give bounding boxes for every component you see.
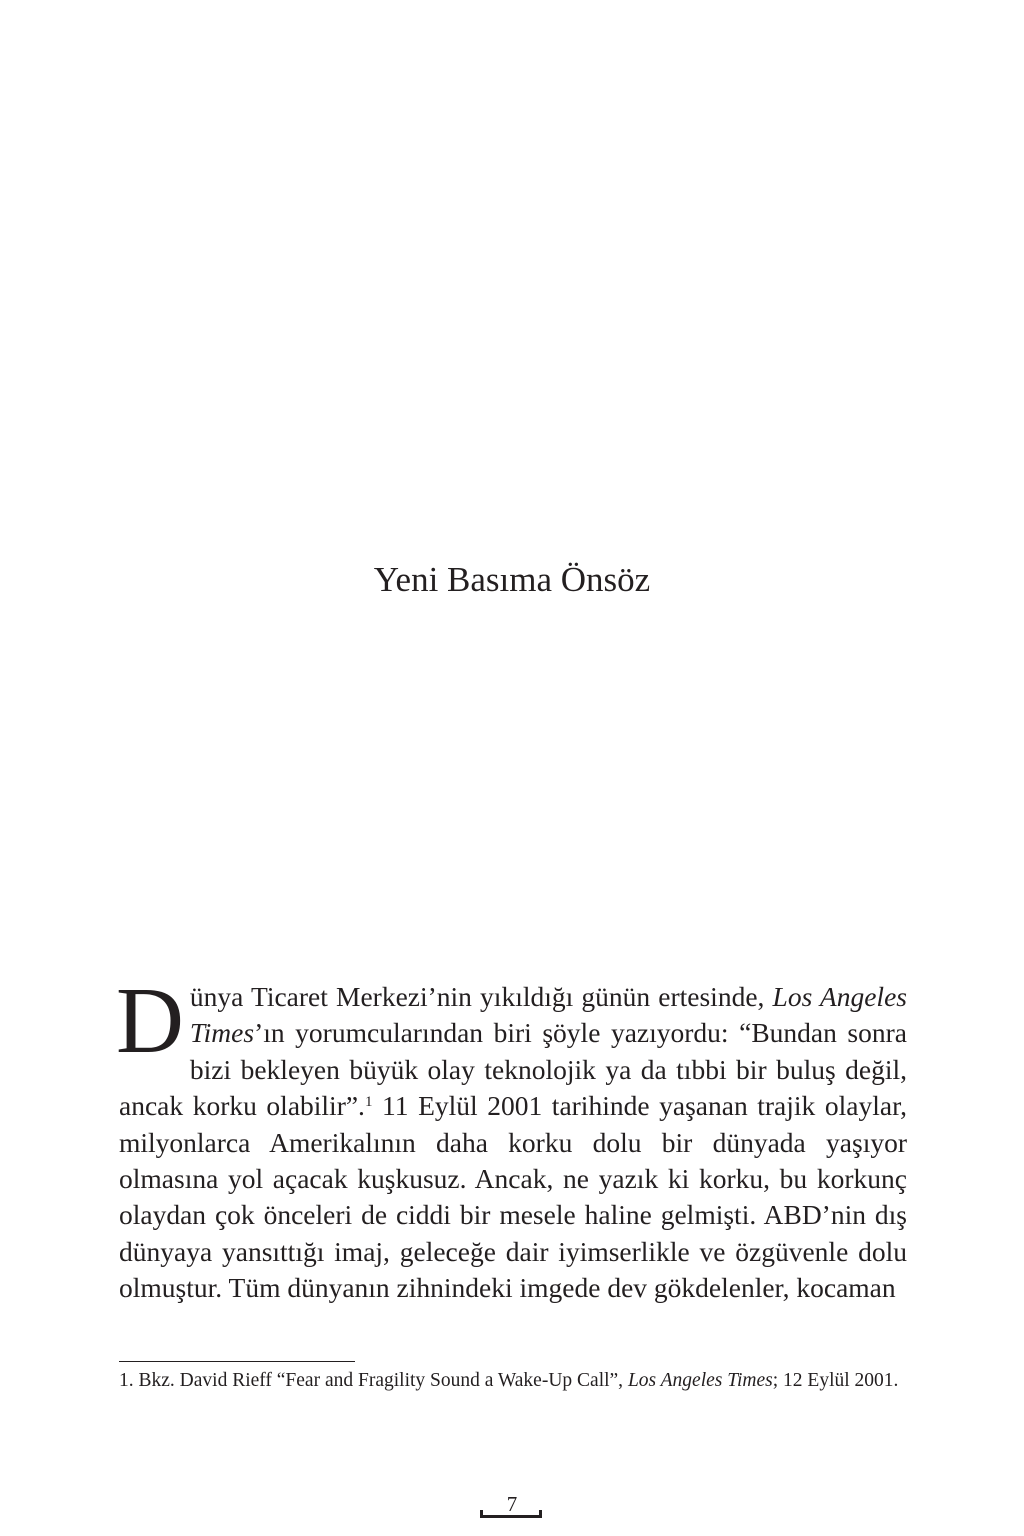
footnote-reference[interactable]: 1: [364, 1094, 373, 1111]
body-text-segment: ’ın yorumcularından biri şöyle yazıyordu: “Bundan sonra bizi bekleyen büyük olay teknolojik ya da tıbbi bir buluş değil, ancak korku olabilir”.: [119, 1017, 907, 1122]
footnote-divider: [119, 1361, 355, 1362]
chapter-title: Yeni Basıma Önsöz: [373, 560, 651, 599]
page-number-block: [476, 1492, 548, 1522]
body-text-segment: ünya Ticaret Merkezi’nin yıkıldığı günün ertesinde,: [189, 981, 773, 1012]
footnote-text-segment: ; 12 Eylül 2001.: [772, 1370, 899, 1391]
body-text-segment: 11 Eylül 2001 tarihinde yaşanan trajik olaylar, milyonlarca Amerikalının daha korku dolu bir dünyada yaşıyor olmasına yol açacak kuşkusuz. Ancak, ne yazık ki korku, bu korkunç olaydan çok önceleri de ciddi bir mesele haline gelmişti. ABD’nin dış dünyaya yansıttığı imaj, geleceğe dair iyimserlikle ve özgüvenle dolu olmuştur. Tüm dünyanın zihnindeki imgede dev gökdelenler, kocaman: [119, 1090, 907, 1304]
page-number: 7: [506, 1492, 518, 1516]
footnote-text-segment: 1. Bkz. David Rieff “Fear and Fragility Sound a Wake-Up Call”,: [119, 1370, 628, 1391]
body-italic-publication: Los Angeles Times: [189, 981, 907, 1049]
footnote: [119, 1367, 907, 1395]
body-paragraph: [116, 969, 907, 1307]
footnote-italic-publication: Los Angeles Times: [627, 1370, 773, 1391]
drop-cap: D: [116, 969, 184, 1073]
